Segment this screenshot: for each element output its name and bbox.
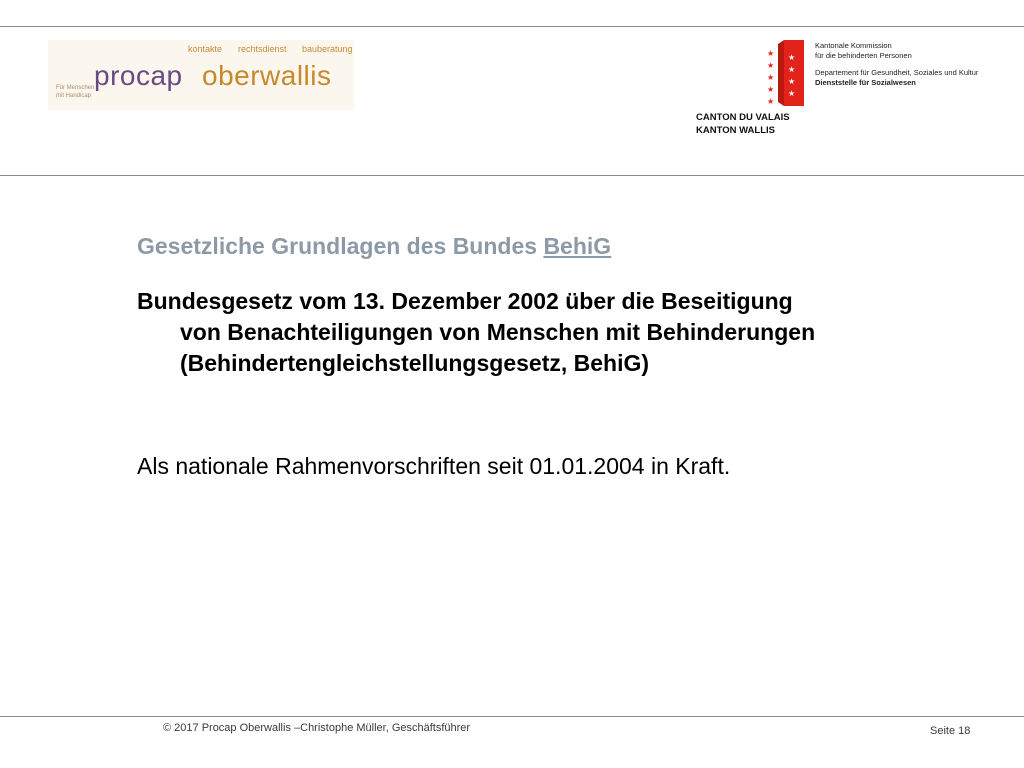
svg-text:★: ★ [767, 73, 775, 82]
valais-department-line: Dienststelle für Sozialwesen [815, 78, 916, 87]
svg-text:★: ★ [788, 89, 796, 98]
svg-text:★: ★ [788, 65, 796, 74]
logo-word-procap: procap [94, 60, 183, 91]
logo-word-oberwallis: oberwallis [202, 60, 332, 91]
header-divider [0, 175, 1024, 176]
valais-commission-line: Kantonale Kommission [815, 41, 892, 50]
logo-side-text: Für Menschen [56, 85, 95, 91]
law-description [137, 286, 997, 379]
page-number: Seite 18 [930, 725, 971, 737]
slide-heading [137, 233, 611, 260]
svg-text:★: ★ [767, 85, 775, 94]
slide-heading-text: Gesetzliche Grundlagen des Bundes [137, 233, 544, 259]
svg-text:★: ★ [767, 49, 775, 58]
valais-department-line: Departement für Gesundheit, Soziales und Kultur [815, 68, 979, 77]
valais-commission-line: für die behinderten Personen [815, 51, 912, 60]
effective-date-note: Als nationale Rahmenvorschriften seit 01.01.2004 in Kraft. [137, 453, 731, 479]
canton-name-de: KANTON WALLIS [696, 125, 775, 136]
valais-flag-icon [764, 40, 804, 106]
law-description-line: (Behindertengleichstellungsgesetz, BehiG) [180, 350, 650, 376]
logo-tagline-bauberatung: bauberatung [302, 44, 353, 54]
footer-copyright: © 2017 Procap Oberwallis –Christophe Müller, Geschäftsführer [163, 722, 471, 734]
svg-text:★: ★ [767, 97, 775, 106]
logo-tagline-rechtsdienst: rechtsdienst [238, 44, 287, 54]
law-description-line: Bundesgesetz vom 13. Dezember 2002 über die Beseitigung [137, 288, 793, 314]
svg-text:★: ★ [788, 77, 796, 86]
logo-side-text: mit Handicap [56, 93, 92, 99]
procap-logo [48, 40, 354, 110]
footer-divider [0, 716, 1024, 717]
svg-text:★: ★ [767, 61, 775, 70]
top-divider [0, 26, 1024, 27]
behig-link[interactable]: BehiG [543, 233, 612, 259]
logo-tagline-kontakte: kontakte [188, 44, 223, 54]
law-description-line: von Benachteiligungen von Menschen mit Behinderungen [180, 319, 816, 345]
canton-name-fr: CANTON DU VALAIS [696, 112, 790, 123]
svg-text:★: ★ [788, 53, 796, 62]
